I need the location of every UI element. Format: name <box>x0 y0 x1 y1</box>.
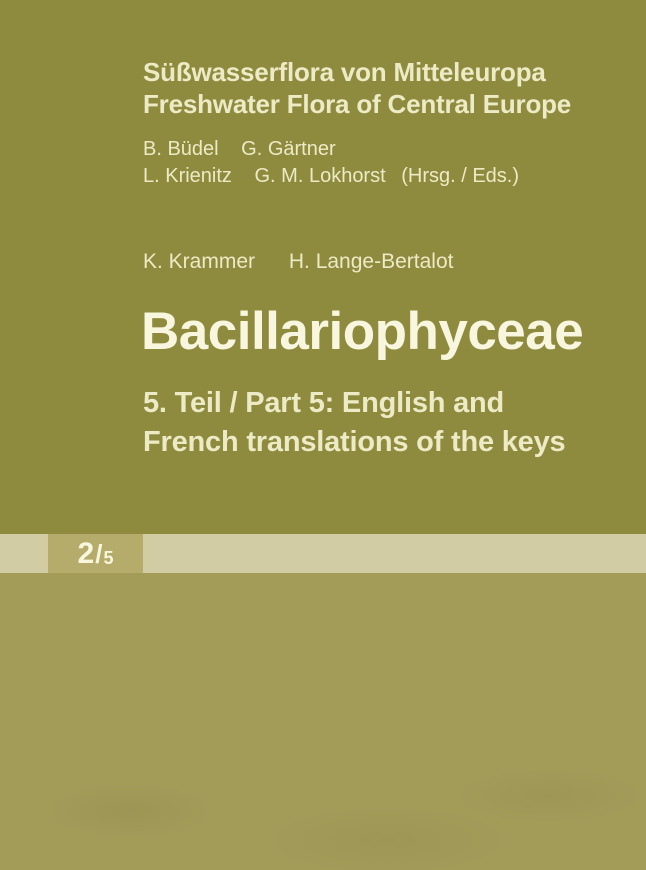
series-editors <box>143 136 519 190</box>
series-title-english: Freshwater Flora of Central Europe <box>143 89 572 119</box>
series-title <box>143 56 571 120</box>
volume-separator: / <box>95 538 103 569</box>
volume-part: 5 <box>103 547 114 568</box>
editor-name: G. Gärtner <box>241 138 336 160</box>
book-subtitle-line-1: 5. Teil / Part 5: English and <box>143 387 505 419</box>
book-authors <box>143 249 453 275</box>
book-subtitle <box>143 384 565 462</box>
volume-number: 2 <box>77 536 95 570</box>
author-name: H. Lange-Bertalot <box>288 250 454 273</box>
series-editors-line-1 <box>143 136 519 163</box>
book-subtitle-line-2: French translations of the keys <box>143 426 566 458</box>
series-title-german: Süßwasserflora von Mitteleuropa <box>143 57 546 87</box>
editor-name: B. Büdel <box>143 138 219 160</box>
editor-name: G. M. Lokhorst <box>254 165 386 187</box>
series-editors-line-2 <box>143 163 519 190</box>
author-name: K. Krammer <box>143 250 256 273</box>
book-title: Bacillariophyceae <box>141 302 584 361</box>
editors-suffix: (Hrsg. / Eds.) <box>401 165 520 187</box>
editor-name: L. Krienitz <box>143 165 232 187</box>
